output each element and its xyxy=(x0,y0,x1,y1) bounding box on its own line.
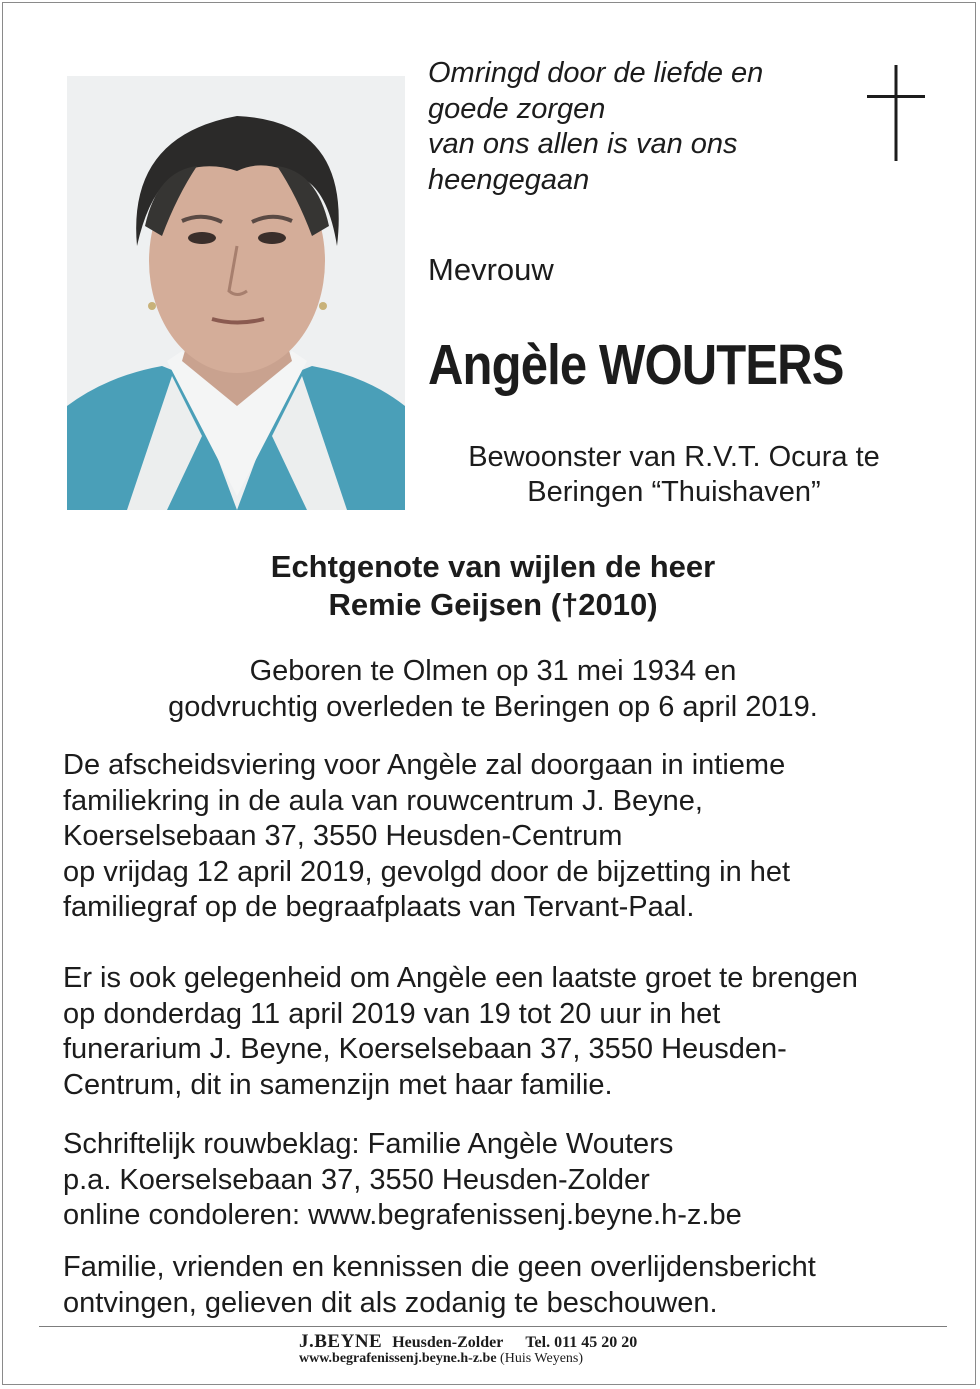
intro-line: van ons allen is van ons xyxy=(428,128,738,160)
intro-line: Omringd door de liefde en xyxy=(428,57,764,89)
visitation-line: funerarium J. Beyne, Koerselsebaan 37, 3550 Heusden- xyxy=(63,1033,787,1065)
footer-website xyxy=(299,1351,583,1367)
intro-line: goede zorgen xyxy=(428,92,606,125)
portrait-illustration xyxy=(67,76,405,510)
funeral-home-brand: J.BEYNE xyxy=(299,1331,383,1352)
visitation-paragraph xyxy=(63,961,943,1103)
dates-line: Geboren te Olmen op 31 mei 1934 en xyxy=(249,655,737,687)
ceremony-line: Koerselsebaan 37, 3550 Heusden-Centrum xyxy=(63,820,623,852)
title-prefix: Mevrouw xyxy=(428,252,554,287)
ceremony-line: De afscheidsviering voor Angèle zal doorgaan in intieme xyxy=(63,749,786,781)
visitation-line: op donderdag 11 april 2019 van 19 tot 20 uur in het xyxy=(63,997,721,1030)
birth-death-dates xyxy=(3,653,980,725)
notice-line: Familie, vrienden en kennissen die geen overlijdensbericht xyxy=(63,1251,816,1283)
intro-line: heengegaan xyxy=(428,163,590,196)
funeral-home-website-link[interactable]: www.begrafenissenj.beyne.h-z.be xyxy=(299,1351,497,1366)
cross-icon xyxy=(865,65,927,163)
intro-text xyxy=(428,56,848,198)
ceremony-paragraph xyxy=(63,748,943,926)
visitation-line: Er is ook gelegenheid om Angèle een laatste groet te brengen xyxy=(63,962,858,994)
footer-contact xyxy=(299,1331,637,1353)
condolence-paragraph xyxy=(63,1127,943,1234)
funeral-home-phone: Tel. 011 45 20 20 xyxy=(525,1334,638,1351)
spouse-line: Remie Geijsen (†2010) xyxy=(328,587,658,622)
residence-line: Bewoonster van R.V.T. Ocura te xyxy=(468,441,880,473)
condolence-website-line[interactable]: online condoleren: www.begrafenissenj.beyne.h-z.be xyxy=(63,1199,742,1231)
obituary-card xyxy=(2,2,976,1385)
condolence-line: p.a. Koerselsebaan 37, 3550 Heusden-Zolder xyxy=(63,1163,650,1196)
spouse-line: Echtgenote van wijlen de heer xyxy=(270,549,716,584)
condolence-line: Schriftelijk rouwbeklag: Familie Angèle Wouters xyxy=(63,1128,674,1160)
ceremony-line: familiegraf op de begraafplaats van Tervant-Paal. xyxy=(63,891,695,923)
funeral-home-location: Heusden-Zolder xyxy=(392,1334,504,1351)
ceremony-line: familiekring in de aula van rouwcentrum J. Beyne, xyxy=(63,784,703,817)
residence-text xyxy=(428,440,920,510)
deceased-name: Angèle WOUTERS xyxy=(428,333,844,397)
footer-divider xyxy=(39,1326,947,1327)
dates-line: godvruchtig overleden te Beringen op 6 april 2019. xyxy=(168,691,818,723)
spouse-text xyxy=(3,548,980,624)
ceremony-line: op vrijdag 12 april 2019, gevolgd door de bijzetting in het xyxy=(63,855,791,888)
visitation-line: Centrum, dit in samenzijn met haar familie. xyxy=(63,1068,613,1101)
notice-line: ontvingen, gelieven dit als zodanig te beschouwen. xyxy=(63,1286,718,1319)
funeral-home-note: (Huis Weyens) xyxy=(500,1351,584,1366)
residence-line: Beringen “Thuishaven” xyxy=(527,476,821,508)
notice-paragraph xyxy=(63,1250,943,1321)
portrait-photo xyxy=(67,76,405,510)
